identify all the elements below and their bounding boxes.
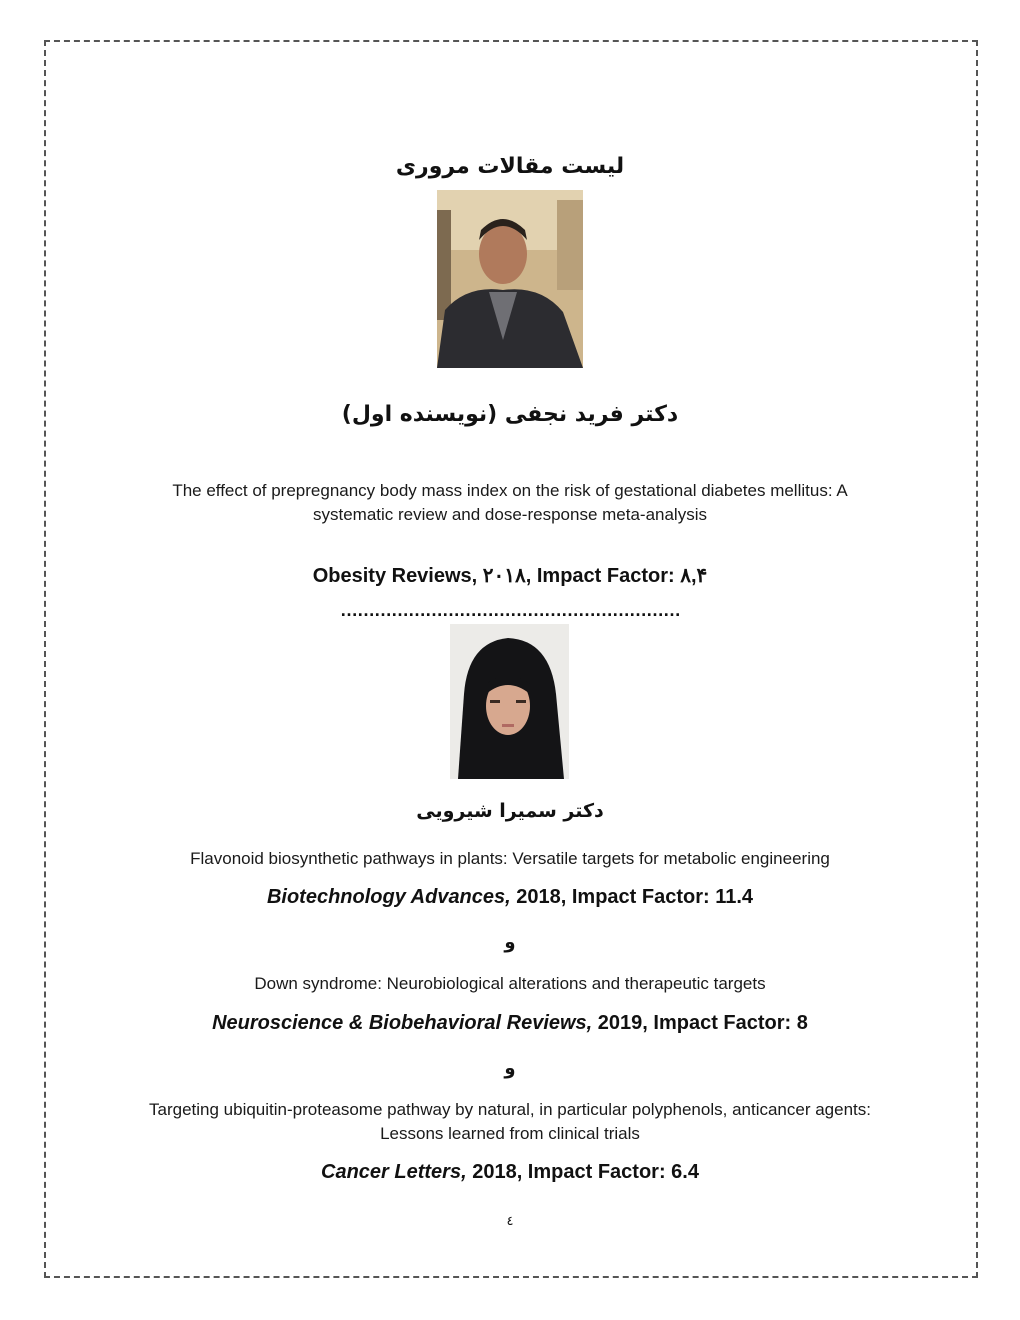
article-title: [0, 1098, 1020, 1146]
journal-name: Cancer Letters,: [321, 1161, 467, 1183]
article-title: [0, 479, 1020, 527]
journal-name: Obesity Reviews,: [312, 565, 478, 587]
conjunction: و: [504, 932, 516, 953]
dotted-separator: ……………………………………………………: [340, 600, 680, 620]
article-title: [0, 847, 1020, 871]
article-title-text: The effect of prepregnancy body mass index on the risk of gestational diabetes mellitus: A systematic review and dose-response meta-analysis: [172, 481, 848, 524]
journal-details: 2018, Impact Factor: 11.4: [510, 886, 754, 908]
conjunction: و: [504, 1058, 516, 1079]
article-title-text: Flavonoid biosynthetic pathways in plants: Versatile targets for metabolic engineering: [190, 849, 830, 868]
author2-photo: [450, 624, 569, 779]
article-title: [0, 972, 1020, 996]
article-title-text: Targeting ubiquitin-proteasome pathway by natural, in particular polyphenols, anticancer agents: Lessons learned from clinical trials: [149, 1100, 871, 1143]
journal-line: [0, 1161, 1020, 1184]
journal-name: Biotechnology Advances,: [266, 886, 511, 908]
author1-name: دکتر فرید نجفی (نویسنده اول): [341, 402, 679, 427]
article-title-text: Down syndrome: Neurobiological alterations and therapeutic targets: [254, 974, 766, 993]
page-number: ٤: [506, 1214, 514, 1229]
journal-details: 2019, Impact Factor: 8: [592, 1012, 808, 1034]
page-title: لیست مقالات مروری: [395, 154, 625, 179]
journal-name: Neuroscience & Biobehavioral Reviews,: [212, 1012, 593, 1034]
journal-line: [0, 563, 1020, 588]
author1-photo: [437, 190, 583, 368]
journal-details: 2018, Impact Factor: 6.4: [466, 1161, 699, 1183]
impact-factor: ۸,۴: [680, 565, 708, 587]
journal-line: [0, 1012, 1020, 1035]
journal-details: ۲۰۱۸, Impact Factor:: [477, 565, 681, 587]
author2-name: دکتر سمیرا شیرویی: [416, 800, 604, 822]
journal-line: [0, 886, 1020, 909]
